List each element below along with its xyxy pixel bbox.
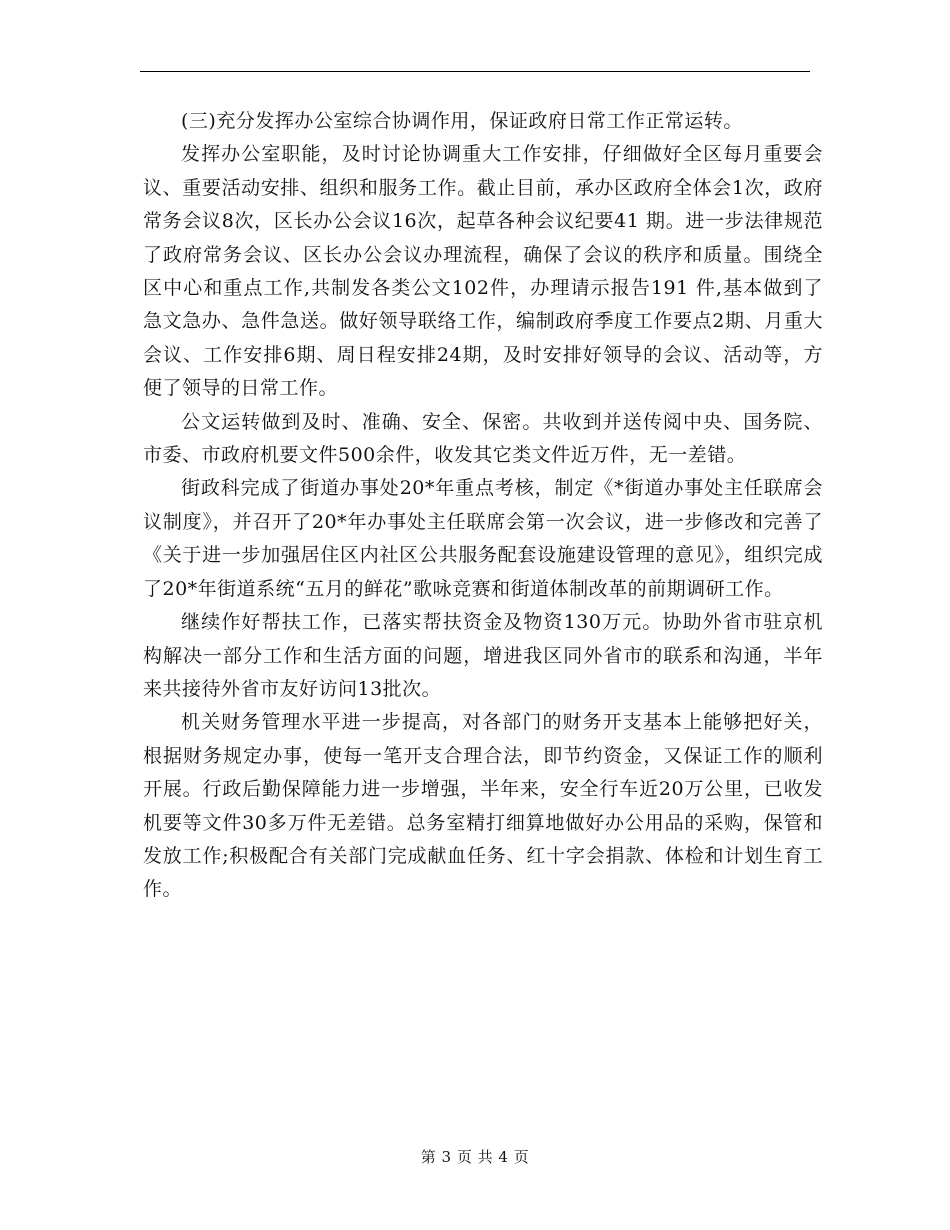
paragraph-assistance-work: 继续作好帮扶工作，已落实帮扶资金及物资130万元。协助外省市驻京机构解决一部分工作和生活方面的问题，增进我区同外省市的联系和沟通，半年来共接待外省市友好访问13批次。 <box>143 611 823 700</box>
paragraph-finance-logistics: 机关财务管理水平进一步提高，对各部门的财务开支基本上能够把好关，根据财务规定办事，使每一笔开支合理合法，即节约资金，又保证工作的顺利开展。行政后勤保障能力进一步增强，半年来，安全行车近20万公里，已收发机要等文件30多万件无差错。总务室精打细算地做好办公用品的采购，保管和发放工作;积极配合有关部门完成献血任务、红十字会捐款、体检和计划生育工作。 <box>143 711 823 901</box>
paragraph-document-circulation: 公文运转做到及时、准确、安全、保密。共收到并送传阅中央、国务院、市委、市政府机要文件500余件，收发其它类文件近万件，无一差错。 <box>143 410 823 467</box>
page-footer <box>0 1146 950 1167</box>
paragraph-office-functions: 发挥办公室职能，及时讨论协调重大工作安排，仔细做好全区每月重要会议、重要活动安排、组织和服务工作。截止目前，承办区政府全体会1次，政府常务会议8次，区长办公会议16次，起草各种会议纪要41 期。进一步法律规范了政府常务会议、区长办公会议办理流程，确保了会议的秩序和质量。围绕全区中心和重点工作,共制发各类公文102件，办理请示报告191 件,基本做到了急文急办、急件急送。做好领导联络工作，编制政府季度工作要点2期、月重大会议、工作安排6期、周日程安排24期，及时安排好领导的会议、活动等，方便了领导的日常工作。 <box>143 143 823 400</box>
document-body <box>143 105 823 907</box>
paragraph-section-heading: (三)充分发挥办公室综合协调作用，保证政府日常工作正常运转。 <box>181 110 743 132</box>
page-number-label: 第 3 页 共 4 页 <box>420 1148 530 1166</box>
paragraph-street-affairs: 街政科完成了街道办事处20*年重点考核，制定《*街道办事处主任联席会议制度》，并召开了20*年办事处主任联席会第一次会议，进一步修改和完善了《关于进一步加强居住区内社区公共服务配套设施建设管理的意见》，组织完成了20*年街道系统“五月的鲜花”歌咏竞赛和街道体制改革的前期调研工作。 <box>143 477 823 600</box>
header-rule <box>140 71 810 72</box>
